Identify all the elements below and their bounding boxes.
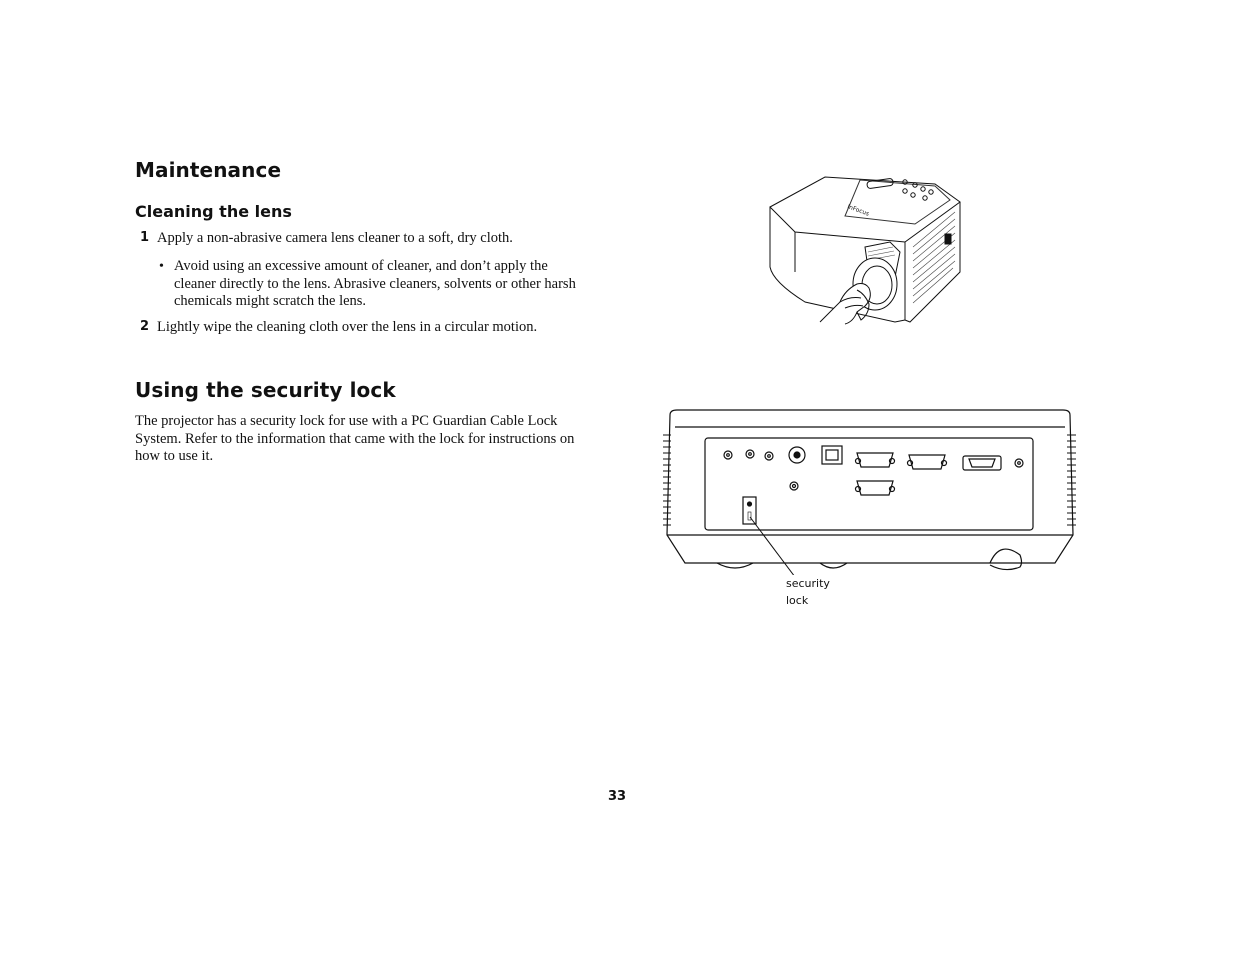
security-paragraph [135,413,574,466]
step-1-text: Apply a non-abrasive camera lens cleaner to a soft, dry cloth. [157,230,513,246]
security-paragraph-line: System. Refer to the information that came with the lock for instructions on [135,430,575,447]
bullet-line: Avoid using an excessive amount of cleaner, and don’t apply the [174,258,548,274]
projector-rear-panel-illustration [655,405,1085,575]
page-number: 33 [608,789,627,804]
step-1-number: 1 [140,230,150,245]
security-paragraph-line: The projector has a security lock for use with a PC Guardian Cable Lock [135,413,558,429]
security-lock-callout [786,575,830,609]
bullet-text [174,258,576,311]
callout-line: security [786,577,830,590]
step-2-number: 2 [140,319,150,334]
security-paragraph-line: how to use it. [135,448,214,464]
cleaning-lens-heading: Cleaning the lens [135,202,292,221]
svg-text:InFocus: InFocus [846,203,871,218]
security-heading: Using the security lock [135,378,396,402]
step-2-text: Lightly wipe the cleaning cloth over the lens in a circular motion. [157,319,538,335]
projector-lens-cleaning-illustration [765,172,965,332]
maintenance-heading: Maintenance [135,158,282,182]
bullet-line: chemicals might scratch the lens. [174,293,367,309]
bullet-line: cleaner directly to the lens. Abrasive cleaners, solvents or other harsh [174,275,576,292]
bullet-marker: • [159,259,164,274]
callout-line: lock [786,594,809,607]
